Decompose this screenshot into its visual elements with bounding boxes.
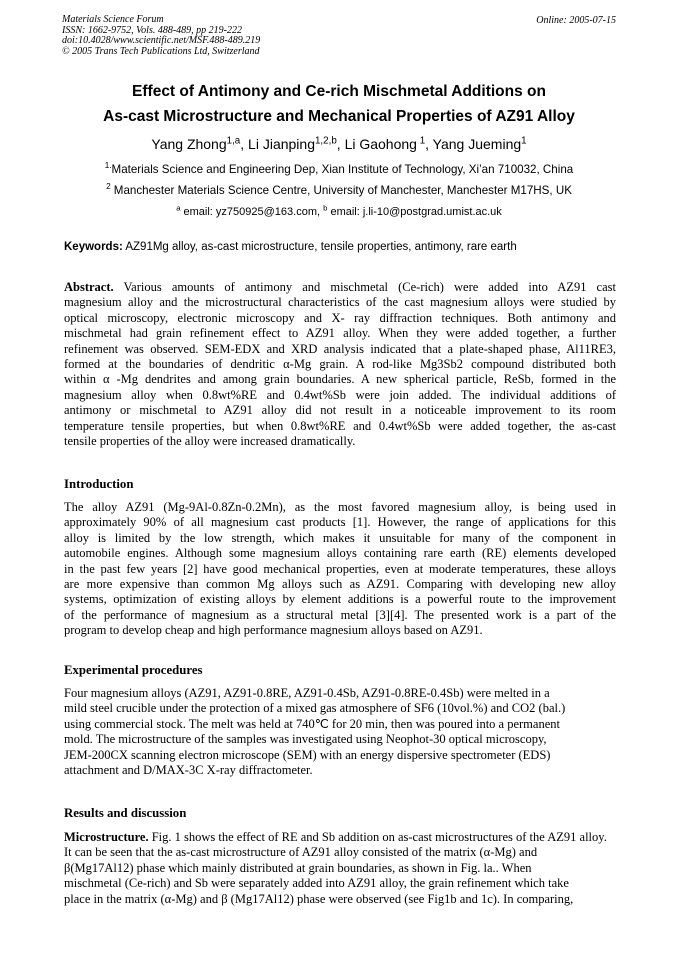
journal-name: Materials Science Forum [62,14,164,25]
journal-header [62,15,260,57]
author-sup: 1,a [226,135,241,147]
affiliation-text: Materials Science and Engineering Dep, Xian Institute of Technology, Xi’an 710032, China [111,163,574,176]
text-line: formed at the boundaries of dendritic α-Mg grain. A rod-like Mg3Sb2 compound distributed both [64,357,616,372]
author-sup: 1,2,b [314,135,337,147]
affiliation-2 [40,184,638,197]
text-span: Various amounts of antimony and mischmetal (Ce-rich) were added into AZ91 cast [113,280,616,294]
section-heading-experimental: Experimental procedures [64,663,203,677]
paper-title-line-1: Effect of Antimony and Ce-rich Mischmetal Additions on [132,83,546,100]
text-line: program to develop cheap and high performance magnesium alloys based on AZ91. [64,623,483,638]
online-date: Online: 2005-07-15 [536,15,616,26]
section-heading-results: Results and discussion [64,806,187,820]
author-name: Li Jianping [248,136,315,152]
copyright-line: © 2005 Trans Tech Publications Ltd, Switzerland [62,45,260,57]
text-line: magnesium alloy and the microstructural characteristics of the cast magnesium alloys were studied by [64,295,616,310]
text-line: are more expensive than common Mg alloys such as AZ91. Comparing with developing new alloy [64,577,616,592]
text-line: using commercial stock. The melt was held at 740℃ for 20 min, then was poured into a permanent [64,716,560,731]
text-line: automobile engines. Although some magnesium alloys containing rare earth (RE) elements developed [64,546,616,561]
keywords [64,241,616,253]
text-line: magnesium alloy when 0.8wt%RE and 0.4wt%Sb were join added. The individual additions of [64,387,616,402]
results-paragraph [64,830,616,907]
author-sup: 1 [416,135,426,147]
paper-title-line-2: As-cast Microstructure and Mechanical Properties of AZ91 Alloy [103,108,575,125]
keywords-label: Keywords: [64,241,123,253]
email-b: email: j.li-10@postgrad.umist.ac.uk [327,206,502,218]
section-heading-introduction: Introduction [64,477,134,491]
author-list [40,136,638,152]
email-sup-a: a [176,203,181,213]
affiliation-1 [40,163,638,176]
microstructure-label: Microstructure. [64,830,149,844]
experimental-paragraph [64,686,616,778]
email-a: email: yz750925@163.com, [180,206,324,218]
text-line: Four magnesium alloys (AZ91, AZ91-0.8RE, AZ91-0.4Sb, AZ91-0.8RE-0.4Sb) were melted in a [64,686,550,700]
affiliation-sup: 1. [104,161,112,171]
text-line: The alloy AZ91 (Mg-9Al-0.8Zn-0.2Mn), as the most favored magnesium alloy, is being used in [64,500,616,514]
text-line: in the past few years [2] have good mechanical properties, even at moderate temperatures, these alloys [64,561,616,576]
author-sep: , [425,136,433,152]
email-sup-b: b [323,203,328,213]
author-name: Yang Zhong [151,136,227,152]
doi-line: doi:10.4028/www.scientific.net/MSF.488-489.219 [62,35,261,47]
text-line: It can be seen that the as-cast microstructure of AZ91 alloy consisted of the matrix (α-Mg) and [64,845,538,860]
author-name: Yang Jueming [432,136,522,152]
text-line: within α -Mg dendrites and among grain boundaries. A new spherical particle, ReSb, formed in the [64,372,616,387]
text-line: place in the matrix (α-Mg) and β (Mg17Al12) phase were observed (see Fig1b and 1c). In comparing, [64,891,574,906]
affiliation-text: Manchester Materials Science Centre, University of Manchester, Manchester M17HS, UK [110,184,572,197]
text-line [64,830,616,845]
introduction-paragraph [64,500,616,639]
text-line: optical microscopy, electronic microscopy and X- ray diffraction techniques. Both antimony and [64,310,616,325]
text-line: temperature tensile properties, but when 0.8wt%RE and 0.4wt%Sb were added together, the as-cast [64,418,616,433]
text-line: refinement was observed. SEM-EDX and XRD analysis indicated that a plate-shaped phase, Al11RE3, [64,341,616,356]
text-line: mold. The microstructure of the samples was investigated using Neophot-30 optical microscopy, [64,732,547,747]
text-line: attachment and D/MAX-3C X-ray diffractometer. [64,763,313,778]
text-line: mischmetal had grain refinement effect to AZ91 alloy. When they were added together, a further [64,326,616,341]
issn-line: ISSN: 1662-9752, Vols. 488-489, pp 219-222 [62,24,242,36]
text-line: approximately 90% of all magnesium cast products [1]. However, the range of applications for this [64,515,616,530]
text-line: tensile properties of the alloy were increased dramatically. [64,434,356,449]
abstract-label: Abstract. [64,280,114,294]
keywords-text: AZ91Mg alloy, as-cast microstructure, tensile properties, antimony, rare earth [122,241,517,253]
author-sep: , [240,136,249,152]
text-line: β(Mg17Al12) phase which mainly distributed at grain boundaries, as shown in Fig. la.. When [64,860,532,875]
text-line: systems, optimization of existing alloys by element additions is a powerful route to the improvement [64,592,616,607]
text-line: mild steel crucible under the protection of a mixed gas atmosphere of SF6 (10vol.%) and CO2 (bal.) [64,701,566,716]
text-line: mischmetal (Ce-rich) and Sb were separately added into AZ91 alloy, the grain refinement which take [64,876,569,891]
author-emails [40,203,638,218]
text-line: antimony or mischmetal to AZ91 alloy did not result in a noticeable improvement to its room [64,403,616,418]
author-sep: , [336,136,345,152]
abstract-paragraph [64,280,616,449]
text-line [64,280,616,295]
affiliation-sup: 2 [106,182,111,192]
text-span: Fig. 1 shows the effect of RE and Sb addition on as-cast microstructures of the AZ91 alloy. [148,830,607,844]
author-sup: 1 [521,135,527,147]
text-line: JEM-200CX scanning electron microscope (SEM) with an energy dispersive spectrometer (EDS) [64,747,551,762]
text-line: alloy is limited by the low strength, which makes it unsuitable for many of the component in [64,530,616,545]
text-line: of the performance of magnesium as a structural metal [3][4]. The presented work is a part of the [64,607,616,622]
author-name: Li Gaohong [344,136,417,152]
